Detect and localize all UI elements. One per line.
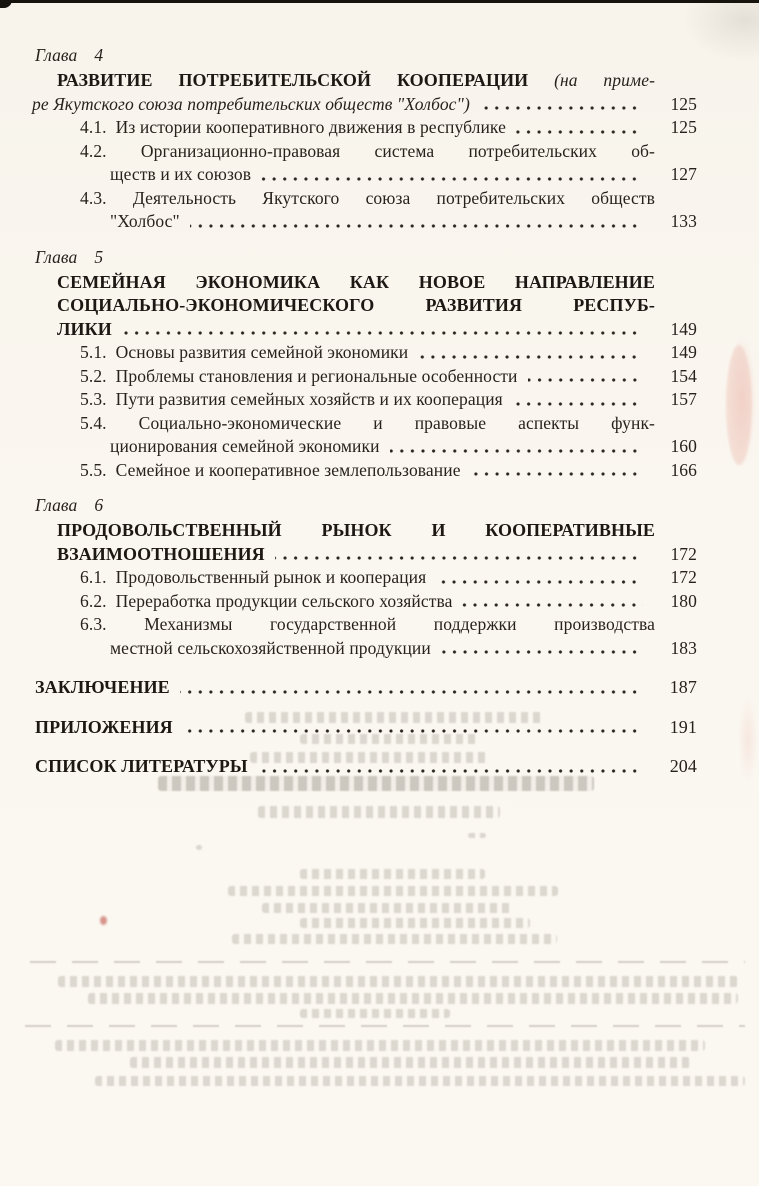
page-number: 180	[670, 590, 697, 611]
bleed-through-text-line	[95, 1076, 745, 1086]
chapter-title-line	[57, 543, 697, 567]
toc-section-appendices	[35, 716, 697, 740]
chapter-word: Глава	[35, 45, 78, 65]
bleed-through-text-line	[88, 993, 738, 1004]
page-number: 125	[670, 117, 697, 137]
dot-leader	[183, 728, 643, 734]
entry-number: 4.1.	[80, 117, 107, 137]
chapter-title-bold: ВЗАИМООТНОШЕНИЯ	[57, 543, 265, 564]
chapter-title-bold: СЕМЕЙНАЯ ЭКОНОМИКА КАК НОВОЕ НАПРАВЛЕНИЕ	[57, 271, 655, 292]
page-number: 149	[670, 342, 697, 362]
chapter-title-italic: (на приме-	[554, 70, 655, 90]
dot-leader	[462, 602, 643, 608]
bleed-through-rule	[30, 961, 745, 963]
bleed-through-text-line	[130, 1057, 690, 1068]
toc-entry-4-3-cont	[110, 210, 697, 234]
chapter-title-bold: ЛИКИ	[57, 318, 112, 339]
toc-section-conclusion	[35, 676, 697, 700]
bleed-through-text-line	[258, 806, 500, 818]
page-number: 160	[670, 436, 697, 456]
entry-text: Семейное и кооперативное землепользование	[115, 459, 461, 480]
dot-leader	[528, 377, 643, 383]
entry-text: местной сельскохозяйственной продукции	[110, 637, 431, 658]
bleed-through-text-line	[232, 934, 557, 944]
entry-number: 4.2.	[80, 140, 107, 161]
dot-leader	[418, 354, 643, 360]
toc-entry-5-2	[80, 365, 697, 389]
bleed-through-text-line	[300, 1009, 450, 1018]
chapter-title-line	[57, 271, 697, 295]
chapter-title-line	[57, 69, 697, 93]
page-number: 125	[670, 93, 697, 114]
entry-text: Организационно-правовая система потребительских об-	[140, 140, 655, 161]
entry-text: Переработка продукции сельского хозяйства	[115, 590, 453, 611]
page-number: 172	[670, 543, 697, 564]
dot-leader	[516, 129, 643, 135]
chapter-title-bold: РАЗВИТИЕ ПОТРЕБИТЕЛЬСКОЙ КООПЕРАЦИИ	[57, 70, 529, 90]
dot-leader	[180, 689, 643, 695]
entry-text: Из истории кооперативного движения в республике	[115, 117, 506, 137]
chapter-label	[35, 494, 697, 519]
entry-text: Основы развития семейной экономики	[115, 342, 409, 362]
chapter-number: 4	[94, 45, 104, 65]
dot-leader	[441, 649, 643, 655]
entry-text: Пути развития семейных хозяйств и их кооперация	[115, 389, 503, 409]
entry-number: 6.2.	[80, 590, 107, 611]
chapter-title-bold: СОЦИАЛЬНО-ЭКОНОМИЧЕСКОГО РАЗВИТИЯ РЕСПУБ-	[57, 295, 655, 315]
toc-entry-6-1	[80, 566, 697, 590]
entry-number: 6.1.	[80, 567, 107, 587]
toc-chapter-6	[35, 494, 697, 660]
red-ink-speck	[100, 916, 107, 925]
bleed-through-text-line	[228, 886, 558, 896]
chapter-title-line	[57, 519, 697, 543]
dot-leader	[275, 555, 643, 561]
chapter-number: 6	[94, 495, 104, 515]
toc-entry-4-2	[80, 140, 697, 164]
page-number: 127	[670, 164, 697, 184]
bleed-through-mark	[196, 845, 202, 850]
bleed-through-rule	[25, 1025, 745, 1027]
chapter-title-line	[57, 318, 697, 342]
page-number: 149	[670, 318, 697, 339]
toc-entry-4-3	[80, 187, 697, 211]
bleed-through-text-line	[300, 918, 530, 928]
page-number: 191	[669, 716, 697, 737]
bleed-through-text-line	[58, 976, 738, 987]
toc-entry-5-3	[80, 388, 697, 412]
chapter-title-bold: ПРОДОВОЛЬСТВЕННЫЙ РЫНОК И КООПЕРАТИВНЫЕ	[57, 520, 655, 540]
dot-leader	[480, 105, 643, 111]
page-number: 133	[670, 211, 697, 231]
dot-leader	[436, 579, 643, 585]
entry-text: Деятельность Якутского союза потребительских обществ	[132, 187, 655, 208]
chapter-label	[35, 246, 697, 271]
entry-text: ционирования семейной экономики	[110, 436, 380, 456]
pink-smudge	[726, 345, 752, 465]
chapter-label	[35, 44, 697, 69]
section-title: ЗАКЛЮЧЕНИЕ	[35, 677, 170, 697]
toc-entry-6-3-cont	[110, 637, 697, 661]
bleed-through-text-line	[55, 1040, 705, 1051]
dot-leader	[190, 223, 643, 229]
dot-leader	[261, 176, 643, 182]
chapter-word: Глава	[35, 246, 78, 267]
page-number: 187	[669, 677, 697, 697]
dot-leader	[513, 401, 643, 407]
table-of-contents	[32, 44, 697, 779]
toc-entry-4-1	[80, 116, 697, 140]
dot-leader	[258, 768, 643, 774]
chapter-number: 5	[94, 246, 104, 267]
entry-text: ществ и их союзов	[110, 164, 252, 184]
page-number: 172	[670, 567, 697, 587]
toc-chapter-5	[35, 246, 697, 483]
page-number: 204	[669, 756, 697, 776]
toc-entry-4-2-cont	[110, 163, 697, 187]
bleed-through-text-line	[262, 903, 512, 913]
entry-text: "Холбос"	[110, 211, 180, 231]
chapter-title-line	[32, 93, 697, 117]
toc-entry-6-2	[80, 590, 697, 614]
entry-text: Проблемы становления и региональные особенности	[115, 365, 518, 386]
toc-entry-5-4	[80, 412, 697, 436]
dot-leader	[471, 471, 643, 477]
chapter-title-italic: ре Якутского союза потребительских обществ "Холбос")	[32, 93, 470, 114]
entry-number: 5.2.	[80, 365, 107, 386]
toc-entry-5-5	[80, 459, 697, 483]
toc-entry-5-1	[80, 341, 697, 365]
toc-entry-6-3	[80, 613, 697, 637]
toc-chapter-4	[32, 44, 697, 234]
entry-text: Социально-экономические и правовые аспекты функ-	[138, 412, 655, 433]
toc-entry-5-4-cont	[110, 435, 697, 459]
page-number: 157	[670, 389, 697, 409]
scan-edge-top	[0, 0, 759, 3]
bleed-through-text-line	[300, 869, 485, 879]
page-number: 166	[670, 459, 697, 480]
bleed-through-mark	[468, 833, 486, 838]
dot-leader	[390, 448, 643, 454]
entry-number: 5.4.	[80, 412, 107, 433]
section-title: СПИСОК ЛИТЕРАТУРЫ	[35, 756, 248, 776]
scan-edge-corner	[0, 0, 12, 8]
page-number: 154	[670, 365, 697, 386]
entry-number: 5.5.	[80, 459, 107, 480]
page-number: 183	[670, 637, 697, 658]
entry-number: 5.1.	[80, 342, 107, 362]
entry-number: 6.3.	[80, 614, 107, 634]
section-title: ПРИЛОЖЕНИЯ	[35, 716, 173, 737]
toc-section-bibliography	[35, 755, 697, 779]
chapter-title-line	[57, 294, 697, 318]
dot-leader	[122, 330, 643, 336]
chapter-word: Глава	[35, 495, 78, 515]
entry-text: Продовольственный рынок и кооперация	[115, 567, 427, 587]
entry-number: 5.3.	[80, 389, 107, 409]
entry-text: Механизмы государственной поддержки производства	[144, 614, 655, 634]
entry-number: 4.3.	[80, 187, 107, 208]
